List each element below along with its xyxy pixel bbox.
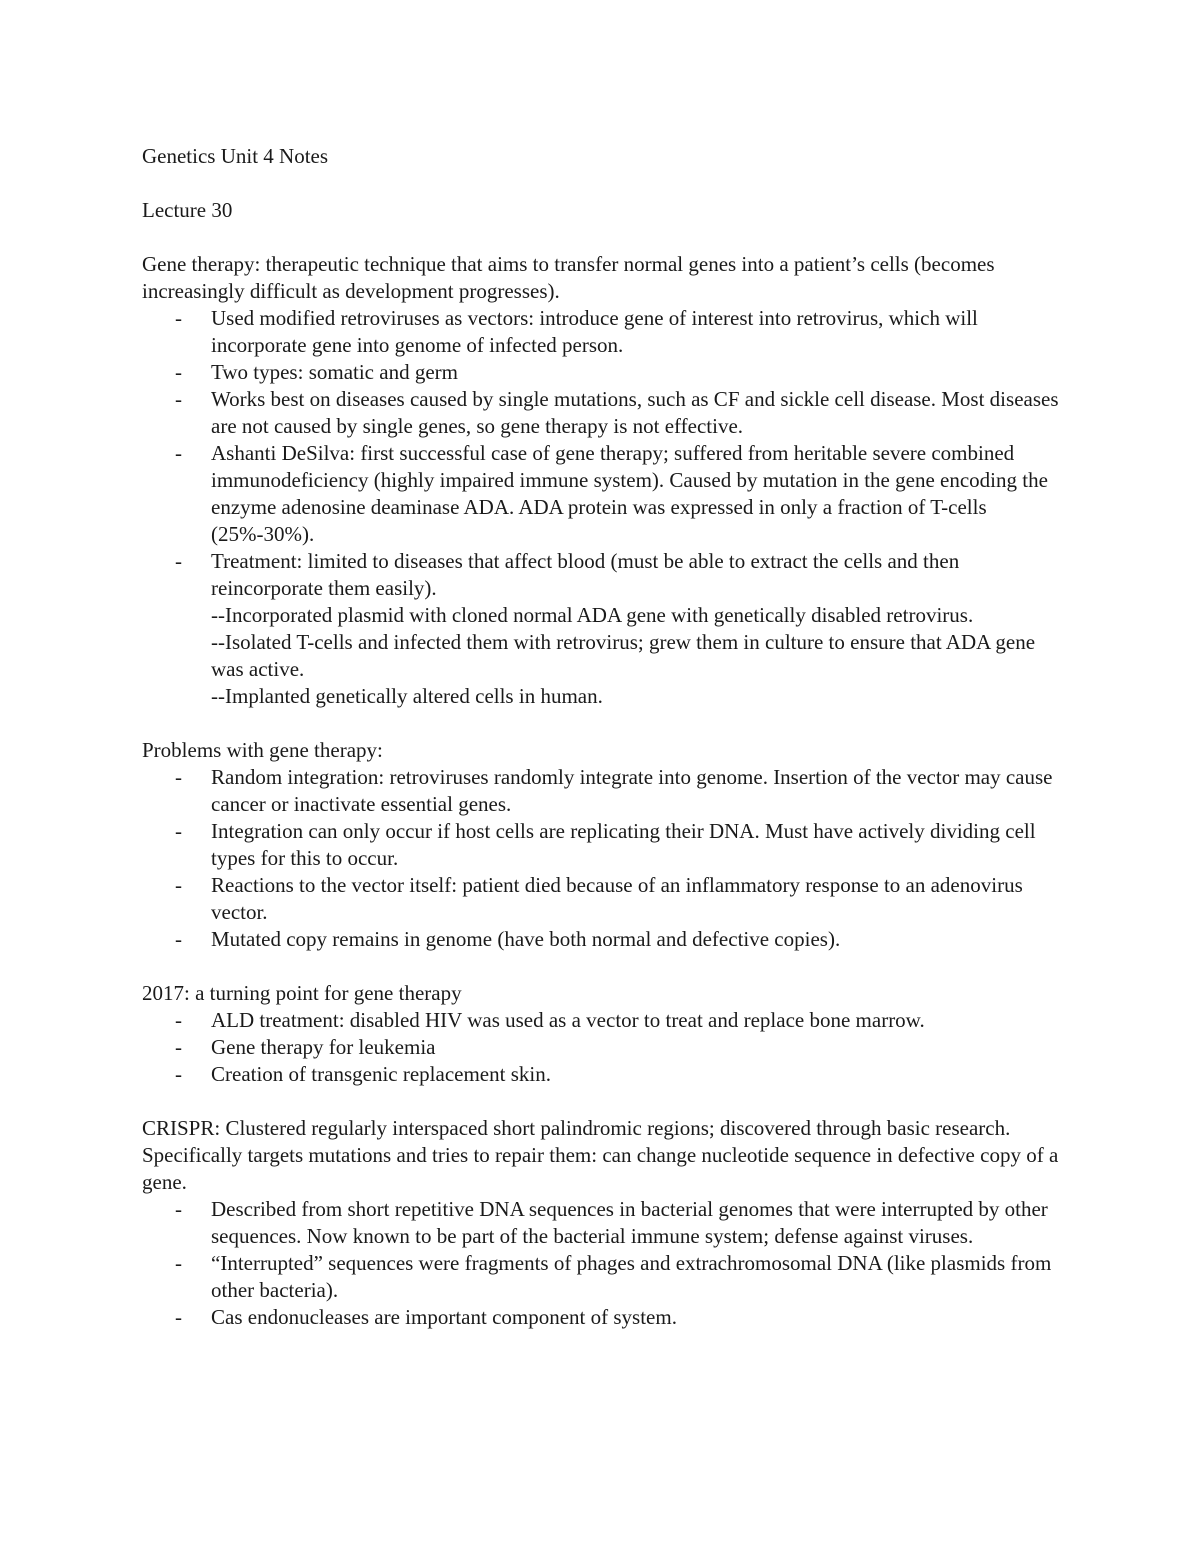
dash-bullet: - — [175, 1251, 182, 1275]
list-item — [142, 386, 1072, 440]
list-item — [142, 1304, 1072, 1331]
crispr-intro: CRISPR: Clustered regularly interspaced short palindromic regions; discovered through basic research. Specifically targets mutations and tries to repair them: can change nucleotide sequence in defective copy of a gene. — [142, 1116, 1059, 1194]
spacer — [142, 1088, 1072, 1115]
crispr-list — [142, 1196, 1072, 1331]
turning-point-list — [142, 1007, 1072, 1088]
list-item-text: Integration can only occur if host cells are replicating their DNA. Must have actively dividing cell types for this to occur. — [211, 819, 1036, 870]
lecture-heading: Lecture 30 — [142, 198, 233, 222]
list-item-text: Creation of transgenic replacement skin. — [211, 1062, 551, 1086]
list-item — [142, 818, 1072, 872]
list-item — [142, 1007, 1072, 1034]
treatment-step: --Isolated T-cells and infected them with retrovirus; grew them in culture to ensure that ADA gene was active. — [211, 630, 1036, 681]
treatment-step: --Implanted genetically altered cells in human. — [211, 684, 603, 708]
dash-bullet: - — [175, 873, 182, 897]
dash-bullet: - — [175, 1035, 182, 1059]
list-item-text: Reactions to the vector itself: patient died because of an inflammatory response to an adenovirus vector. — [211, 873, 1023, 924]
list-item-text: Two types: somatic and germ — [211, 360, 458, 384]
dash-bullet: - — [175, 387, 182, 411]
list-item — [142, 1250, 1072, 1304]
list-item — [142, 440, 1072, 548]
gene-therapy-list — [142, 305, 1072, 710]
dash-bullet: - — [175, 1305, 182, 1329]
treatment-step: --Incorporated plasmid with cloned normal ADA gene with genetically disabled retrovirus. — [211, 603, 974, 627]
list-item — [142, 1034, 1072, 1061]
list-item-text: ALD treatment: disabled HIV was used as a vector to treat and replace bone marrow. — [211, 1008, 925, 1032]
list-item — [142, 764, 1072, 818]
list-item — [142, 926, 1072, 953]
document-body — [142, 143, 1072, 1331]
spacer — [142, 170, 1072, 197]
list-item — [142, 1196, 1072, 1250]
list-item-text: Works best on diseases caused by single mutations, such as CF and sickle cell disease. Most diseases are not caused by single genes, so gene therapy is not effective. — [211, 387, 1059, 438]
list-item-text: Ashanti DeSilva: first successful case of gene therapy; suffered from heritable severe combined immunodeficiency (highly impaired immune system). Caused by mutation in the gene encoding the enzyme adenosine deaminase ADA. ADA protein was expressed in only a fraction of T-cells (25%-30%). — [211, 441, 1048, 546]
dash-bullet: - — [175, 441, 182, 465]
list-item-text: “Interrupted” sequences were fragments of phages and extrachromosomal DNA (like plasmids from other bacteria). — [211, 1251, 1052, 1302]
list-item — [142, 305, 1072, 359]
list-item — [142, 1061, 1072, 1088]
spacer — [142, 953, 1072, 980]
gene-therapy-intro: Gene therapy: therapeutic technique that aims to transfer normal genes into a patient’s cells (becomes increasingly difficult as development progresses). — [142, 252, 995, 303]
problems-list — [142, 764, 1072, 953]
list-item-text: Gene therapy for leukemia — [211, 1035, 436, 1059]
dash-bullet: - — [175, 1197, 182, 1221]
problems-heading: Problems with gene therapy: — [142, 738, 383, 762]
list-item-text: Used modified retroviruses as vectors: introduce gene of interest into retrovirus, which will incorporate gene into genome of infected person. — [211, 306, 978, 357]
list-item — [142, 359, 1072, 386]
list-item-text: Random integration: retroviruses randomly integrate into genome. Insertion of the vector may cause cancer or inactivate essential genes. — [211, 765, 1053, 816]
dash-bullet: - — [175, 549, 182, 573]
list-item-text: Described from short repetitive DNA sequences in bacterial genomes that were interrupted by other sequences. Now known to be part of the bacterial immune system; defense against viruses. — [211, 1197, 1048, 1248]
spacer — [142, 224, 1072, 251]
list-item — [142, 548, 1072, 710]
turning-point-heading: 2017: a turning point for gene therapy — [142, 981, 462, 1005]
dash-bullet: - — [175, 1062, 182, 1086]
list-item-text: Treatment: limited to diseases that affect blood (must be able to extract the cells and then reincorporate them easily). — [211, 549, 960, 600]
dash-bullet: - — [175, 1008, 182, 1032]
list-item-text: Mutated copy remains in genome (have both normal and defective copies). — [211, 927, 841, 951]
dash-bullet: - — [175, 360, 182, 384]
dash-bullet: - — [175, 306, 182, 330]
document-title: Genetics Unit 4 Notes — [142, 144, 329, 168]
dash-bullet: - — [175, 927, 182, 951]
list-item — [142, 872, 1072, 926]
dash-bullet: - — [175, 819, 182, 843]
dash-bullet: - — [175, 765, 182, 789]
spacer — [142, 710, 1072, 737]
list-item-text: Cas endonucleases are important component of system. — [211, 1305, 677, 1329]
